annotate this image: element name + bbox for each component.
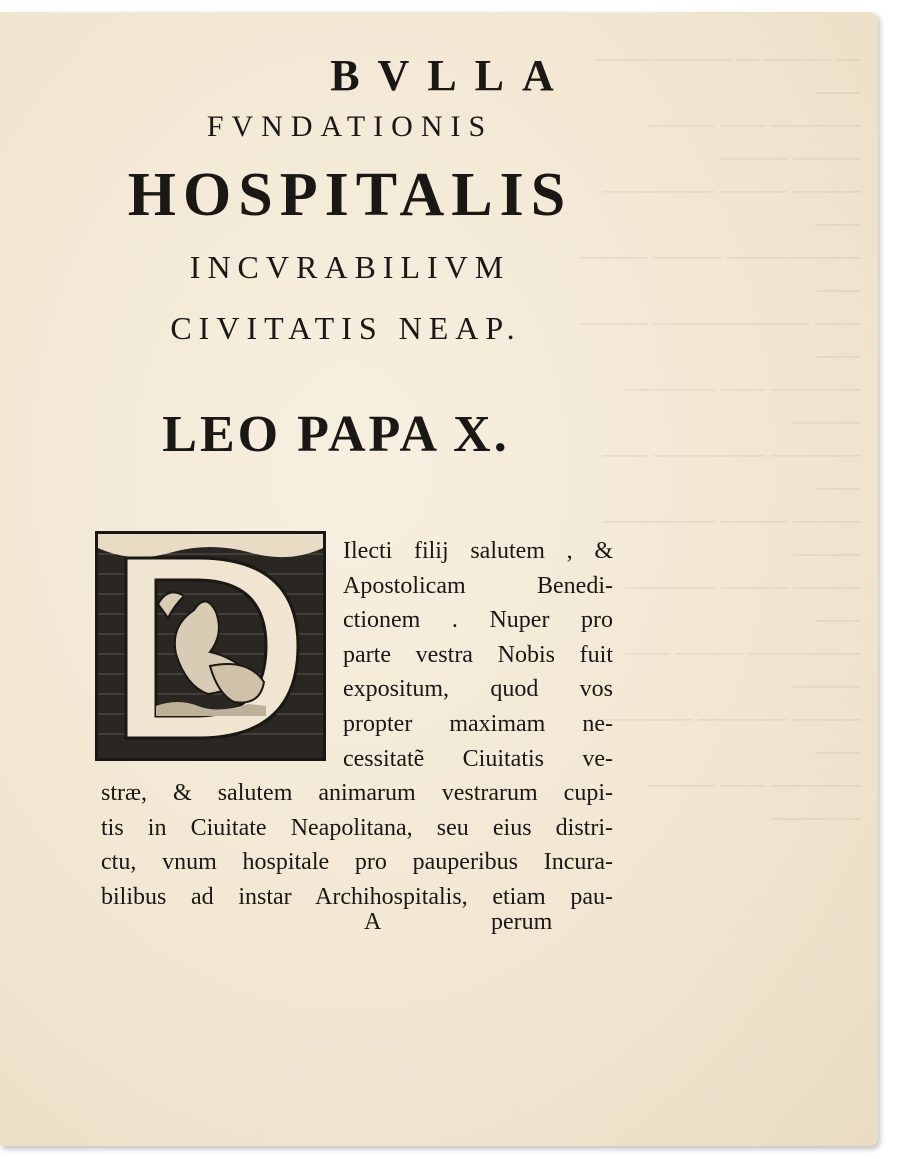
text-line: propter maximam ne-	[343, 710, 613, 737]
book-page	[0, 12, 878, 1146]
title-line-2: FVNDATIONIS	[206, 110, 494, 143]
text-line: stræ, & salutem animarum vestrarum cupi-	[101, 780, 613, 806]
title-line-3: HOSPITALIS	[127, 161, 573, 229]
catchword: perum	[491, 909, 553, 935]
text-line: parte vestra Nobis fuit	[343, 641, 613, 668]
title-line-4: INCVRABILIVM	[189, 249, 511, 285]
pope-heading: LEO PAPA X.	[162, 406, 510, 463]
text-line: bilibus ad instar Archihospitalis, etiam pau-	[101, 883, 613, 910]
title-line-5: CIVITATIS NEAP.	[170, 310, 522, 346]
signature-mark: A	[364, 909, 382, 935]
text-line: cessitatẽ Ciuitatis ve-	[343, 745, 613, 772]
text-line: Apostolicam Benedi-	[343, 572, 613, 599]
title-line-1: BVLLA	[330, 51, 572, 100]
text-line: expositum, quod vos	[343, 676, 613, 703]
text-line: Ilecti filij salutem , &	[343, 538, 613, 564]
bleed-through-text: — ——— — —————— —— ———— —— ——— ——— ——— ——— ——— ————— —— —————— ——— ——— —— —— ——————— ——— —— ———— —— ———— ——— ———— ————— —— —— ——— ——— ————— ——— ——— ——— ———— —— ————— ——— —— ——— ——— ———— ———— —— ———— —— ——— ————	[580, 45, 860, 831]
text-line: ctionem . Nuper pro	[343, 607, 613, 634]
woodcut-initial-d	[95, 531, 326, 761]
text-line: tis in Ciuitate Neapolitana, seu eius distri-	[101, 814, 613, 841]
text-line: ctu, vnum hospitale pro pauperibus Incura-	[101, 849, 613, 876]
right-column-text	[343, 534, 613, 776]
full-width-text	[101, 776, 613, 914]
